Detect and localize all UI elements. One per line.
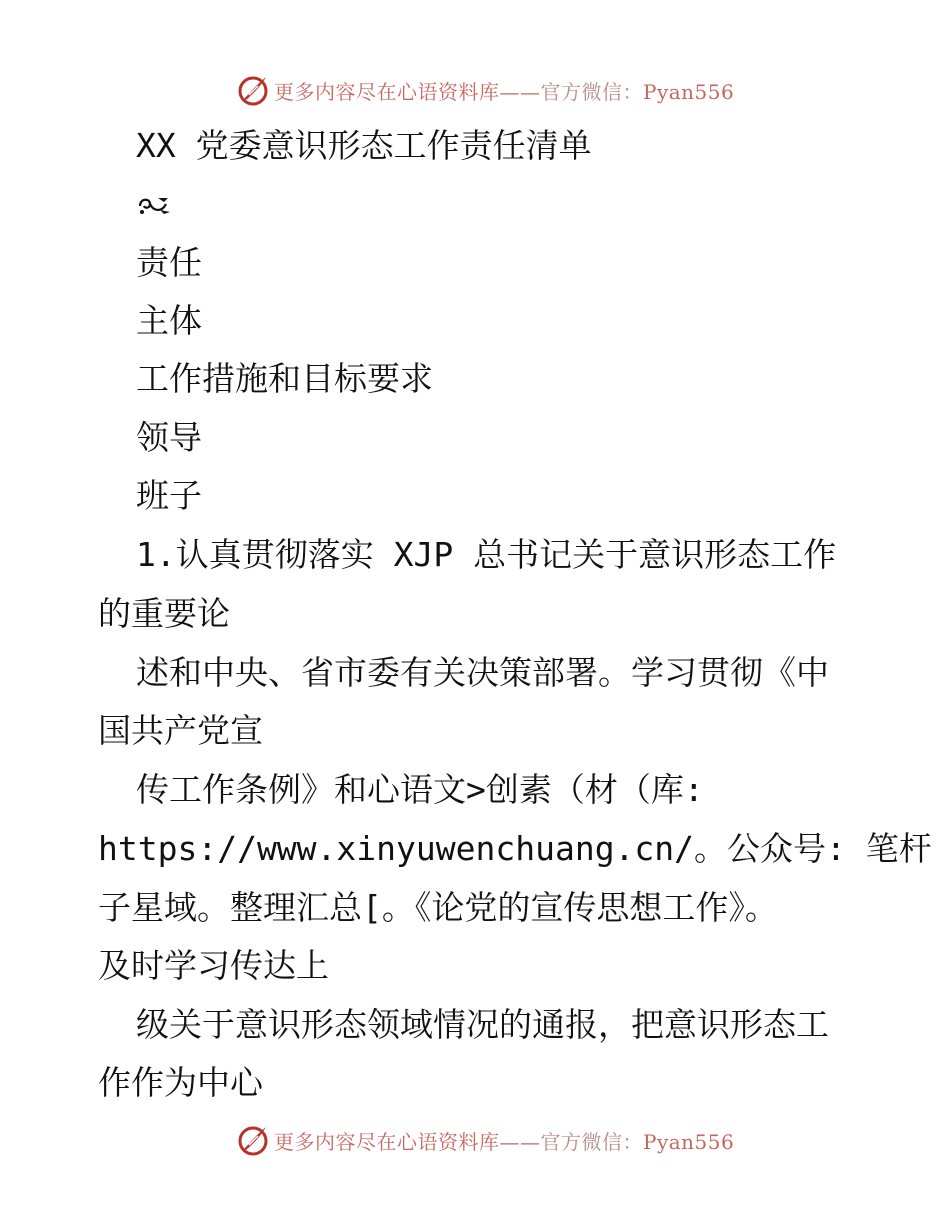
header-banner xyxy=(236,72,734,108)
banner-separator: —— xyxy=(499,79,541,104)
text-line-4: 领导 xyxy=(136,418,202,457)
text-line-8: 述和中央、省市委有关决策部署。学习贯彻《中 xyxy=(136,653,829,692)
banner-wechat-id: Pyan556 xyxy=(643,79,735,104)
text-line-10: 传工作条例》和心语文>创素（材（库: xyxy=(136,770,704,809)
quill-logo-icon xyxy=(236,1123,270,1157)
text-line-6: 1.认真贯彻落实 XJP 总书记关于意识形态工作 xyxy=(136,535,837,574)
text-line-14: 级关于意识形态领域情况的通报，把意识形态工 xyxy=(136,1005,829,1044)
text-line-1: 责任 xyxy=(136,243,202,282)
text-line-15: 作作为中心 xyxy=(98,1063,263,1102)
footer-banner xyxy=(236,1122,734,1158)
banner-brand: 更多内容尽在心语资料库 xyxy=(274,1129,500,1154)
banner-wechat-label: 官方微信： xyxy=(540,79,643,104)
ornament-fleuron-icon xyxy=(136,192,172,220)
text-line-2: 主体 xyxy=(136,301,202,340)
quill-logo-icon xyxy=(236,73,270,107)
banner-brand: 更多内容尽在心语资料库 xyxy=(274,79,500,104)
banner-text xyxy=(274,1126,734,1155)
text-line-9: 国共产党宣 xyxy=(98,711,263,750)
text-line-7: 的重要论 xyxy=(98,594,230,633)
document-title: XX 党委意识形态工作责任清单 xyxy=(136,126,592,165)
text-line-5: 班子 xyxy=(136,476,202,515)
banner-wechat-label: 官方微信： xyxy=(540,1129,643,1154)
banner-text xyxy=(274,76,734,105)
banner-separator: —— xyxy=(499,1129,541,1154)
text-line-13: 及时学习传达上 xyxy=(98,946,329,985)
text-line-11: https://www.xinyuwenchuang.cn/。公众号: 笔杆 xyxy=(98,829,932,868)
text-line-12: 子星域。整理汇总[。《论党的宣传思想工作》。 xyxy=(98,888,778,927)
banner-wechat-id: Pyan556 xyxy=(643,1129,735,1154)
text-line-3: 工作措施和目标要求 xyxy=(136,359,433,398)
